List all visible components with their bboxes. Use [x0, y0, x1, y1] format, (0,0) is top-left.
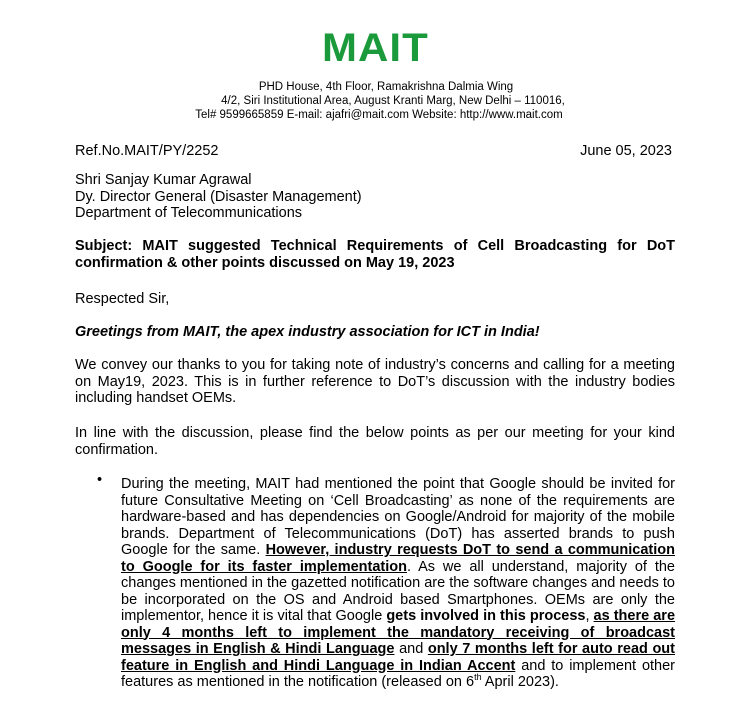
addressee-department: Department of Telecommunications — [75, 205, 303, 221]
salutation: Respected Sir, — [75, 291, 170, 307]
addressee-designation: Dy. Director General (Disaster Management) — [75, 188, 362, 205]
bullet-bold-involved: gets involved in this process — [386, 608, 586, 624]
bullet-text-1: During the meeting, MAIT had mentioned the point that Google should be invited for future Consultative Meeting on ‘Cell Broadcasting’ as none of the requirements are hardware-based and has dependencies on Google/Android for majority of the mobile brands. Department of Telecommunications (DoT) has asserted brands to push Google for the same. — [121, 476, 675, 558]
address-line-2: 4/2, Siri Institutional Area, August Kranti Marg, New Delhi – 110016, — [221, 95, 565, 107]
addressee-name: Shri Sanjay Kumar Agrawal — [75, 172, 252, 188]
bullet-point-google — [121, 476, 675, 691]
letter-date: June 05, 2023 — [580, 143, 672, 159]
subject-line: Subject: MAIT suggested Technical Requirements of Cell Broadcasting for DoT confirmation & other points discussed on May 19, 2023 — [75, 238, 675, 271]
greeting-line: Greetings from MAIT, the apex industry association for ICT in India! — [75, 324, 540, 340]
ordinal-suffix: th — [474, 672, 482, 683]
bullet-text-6: April 2023). — [481, 674, 559, 690]
bullet-marker: • — [97, 472, 103, 488]
bullet-text-3: , — [585, 608, 594, 624]
paragraph-thanks: We convey our thanks to you for taking note of industry’s concerns and calling for a meeting on May19, 2023. This is in further reference to DoT’s discussion with the industry bodies including handset OEMs. — [75, 357, 675, 406]
bullet-highlight-7-months: only 7 months left for auto read out feature in English and Hindi Language in Indian Accent — [121, 641, 675, 674]
bullet-highlight-request: However, industry requests DoT to send a communication to Google for its faster implementation — [121, 542, 675, 575]
addressee-block — [75, 172, 675, 222]
letterhead-address — [0, 80, 752, 122]
bullet-text-4: and — [394, 641, 428, 657]
bullet-text-2: . As we all understand, majority of the changes mentioned in the gazetted notification are the software changes and needs to be incorporated on the OS and Android based Smartphones. OEMs are only the implementor, hence it is vital that Google — [121, 558, 675, 624]
bullet-highlight-4-months: as there are only 4 months left to implement the mandatory receiving of broadcast messages in English & Hindi Language — [121, 608, 676, 657]
address-line-3: Tel# 9599665859 E-mail: ajafri@mait.com Website: http://www.mait.com — [195, 109, 563, 121]
paragraph-discussion: In line with the discussion, please find the below points as per our meeting for your kind confirmation. — [75, 425, 675, 458]
reference-number: Ref.No.MAIT/PY/2252 — [75, 143, 219, 159]
reference-line — [75, 143, 675, 160]
address-line-1: PHD House, 4th Floor, Ramakrishna Dalmia Wing — [258, 81, 514, 93]
bullet-text-5: and to implement other features as mentioned in the notification (released on 6 — [121, 657, 675, 690]
mait-logo: MAIT — [322, 26, 429, 70]
